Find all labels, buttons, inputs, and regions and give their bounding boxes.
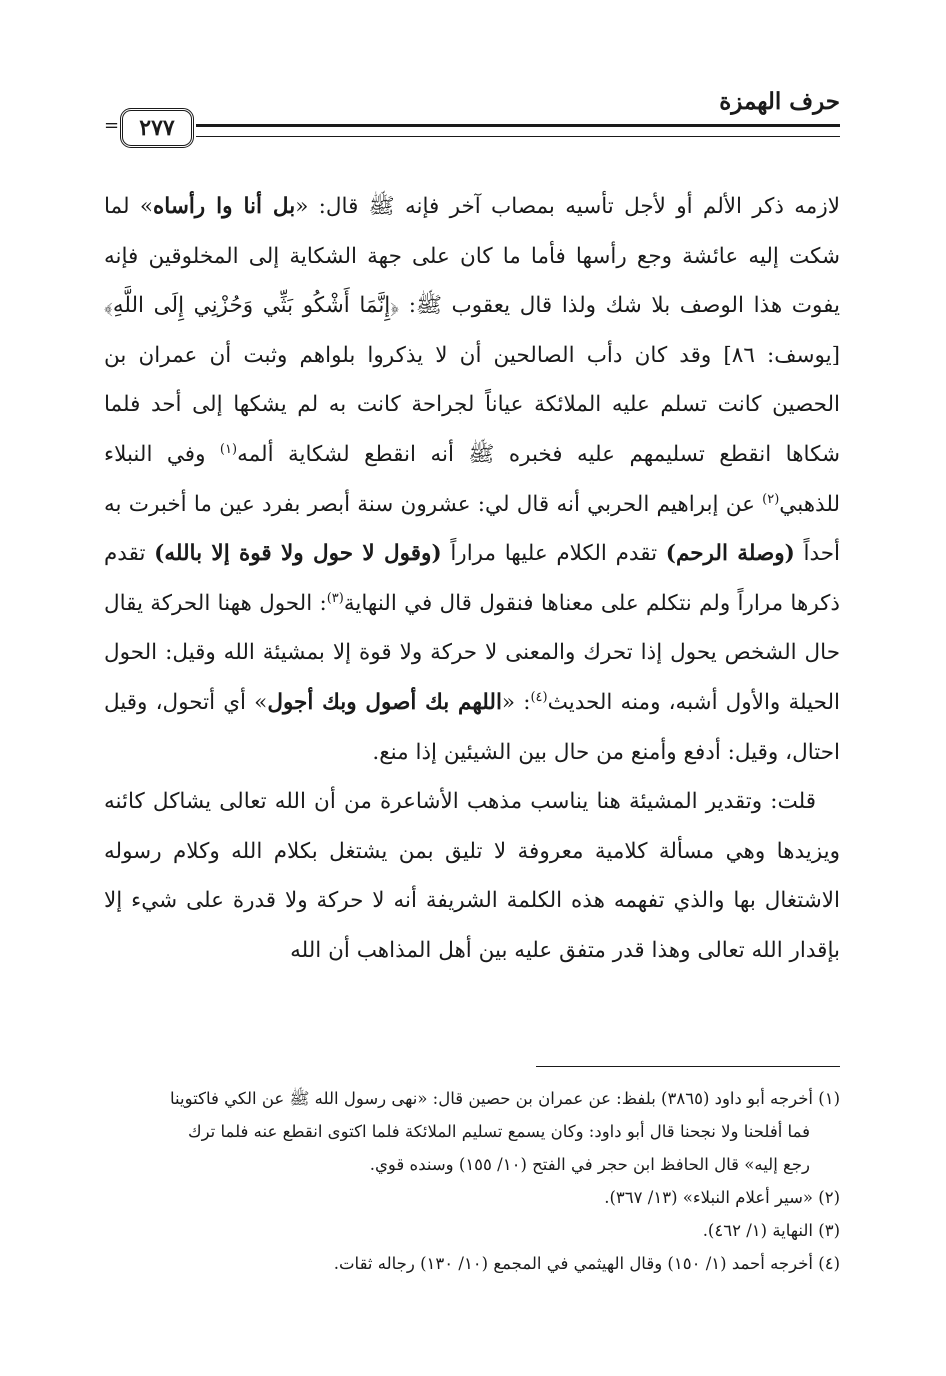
hadith-bold: بل أنا وا رأساه bbox=[153, 194, 296, 219]
footnotes bbox=[104, 1082, 840, 1280]
text-run: : الحول ههنا الحركة يقال حال الشخص يحول إذا تحرك والمعنى لا حركة ولا قوة إلا بمشيئة الله وقيل: الحول الحيلة والأول أشبه، ومنه الحديث bbox=[104, 590, 840, 715]
text-run: » لما شكت إليه عائشة وجع رأسها فأما ما كان على جهة الشكاية إلى المخلوقين فإنه يفوت هذا الوصف بلا شك ولذا قال يعقوب ﷺ: ﴿إِنَّمَا أَشْكُو بَثِّي وَحُزْنِي إِلَى اللَّهِ﴾ [يوسف: ٨٦] وقد كان دأب الصالحين أن لا يذكروا بلواهم وثبت أن عمران بن الحصين كانت تسلم عليه الملائكة عياناً لجراحة كانت به لم يشكها إلى أحد فلما شكاها انقطع تسليمهم عليه فخبره ﷺ أنه انقطع لشكاية ألمه bbox=[104, 194, 841, 467]
text-run: عن إبراهيم الحربي أنه قال لي: عشرون سنة أبصر بفرد عين ما أخبرت به أحداً bbox=[104, 491, 840, 567]
footnote-4: (٤) أخرجه أحمد (١/ ١٥٠) وقال الهيثمي في المجمع (١٠/ ١٣٠) رجاله ثقات. bbox=[333, 1254, 840, 1273]
text-run: تقدم ذكرها مراراً ولم نتكلم على معناها فنقول قال في النهاية bbox=[104, 541, 840, 616]
footnote-ref-4: (٤) bbox=[530, 689, 548, 705]
main-text bbox=[104, 182, 840, 976]
bold-phrase: (وصلة الرحم) bbox=[665, 541, 795, 567]
hadith-bold: اللهم بك أصول وبك أجول bbox=[267, 689, 502, 715]
paragraph-2: قلت: وتقدير المشيئة هنا يناسب مذهب الأشاعرة من أن الله تعالى يشاكل كائنه ويزيدها وهي مسألة كلامية معروفة لا تليق بمن يشتغل بكلام الله وكلام رسوله الاشتغال بها والذي تفهمه هذه الكلمة الشريفة أنه لا حركة ولا قدرة على شيء إلا بإقدار الله تعالى وهذا قدر متفق عليه بين أهل المذاهب أن الله bbox=[104, 789, 840, 963]
header-rule bbox=[196, 124, 840, 137]
footnote-ref-1: (١) bbox=[219, 441, 238, 457]
page-number-frame bbox=[120, 108, 194, 148]
footnote-1-line-3: رجع إليه» قال الحافظ ابن حجر في الفتح (١٠/ ١٥٥) وسنده قوي. bbox=[369, 1155, 810, 1174]
text-run: تقدم الكلام عليها مراراً bbox=[441, 541, 666, 567]
paragraph-1 bbox=[104, 182, 840, 777]
text-run: : « bbox=[501, 689, 531, 715]
footnote-3: (٣) النهاية (١/ ٤٦٢). bbox=[702, 1221, 840, 1240]
footnote-ref-2: (٢) bbox=[762, 491, 780, 507]
footnote-separator bbox=[536, 1066, 840, 1067]
text-run: وفي النبلاء للذهبي bbox=[104, 441, 840, 517]
footnote-1-line-2: فما أفلحنا ولا نجحنا قال أبو داود: وكان يسمع تسليم الملائكة فلما اكتوى انقطع عنه فلما ترك bbox=[187, 1122, 810, 1141]
page-number: ٢٧٧ bbox=[139, 115, 175, 141]
footnote-1-line-1: (١) أخرجه أبو داود (٣٨٦٥) بلفظ: عن عمران بن حصين قال: «نهى رسول الله ﷺ عن الكي فاكتوينا bbox=[170, 1089, 840, 1108]
header-mark: = bbox=[104, 115, 120, 136]
bold-phrase: (وقول لا حول ولا قوة إلا بالله) bbox=[154, 541, 442, 567]
text-run: لازمه ذكر الألم أو لأجل تأسيه بمصاب آخر فإنه ﷺ قال: « bbox=[295, 194, 840, 219]
footnote-ref-3: (٣) bbox=[326, 590, 344, 606]
text-run: » أي أتحول، وقيل احتال، وقيل: أدفع وأمنع من حال بين الشيئين إذا منع. bbox=[104, 689, 840, 765]
footnote-2: (٢) «سير أعلام النبلاء» (١٣/ ٣٦٧). bbox=[604, 1188, 840, 1207]
running-title: حرف الهمزة bbox=[719, 88, 840, 115]
